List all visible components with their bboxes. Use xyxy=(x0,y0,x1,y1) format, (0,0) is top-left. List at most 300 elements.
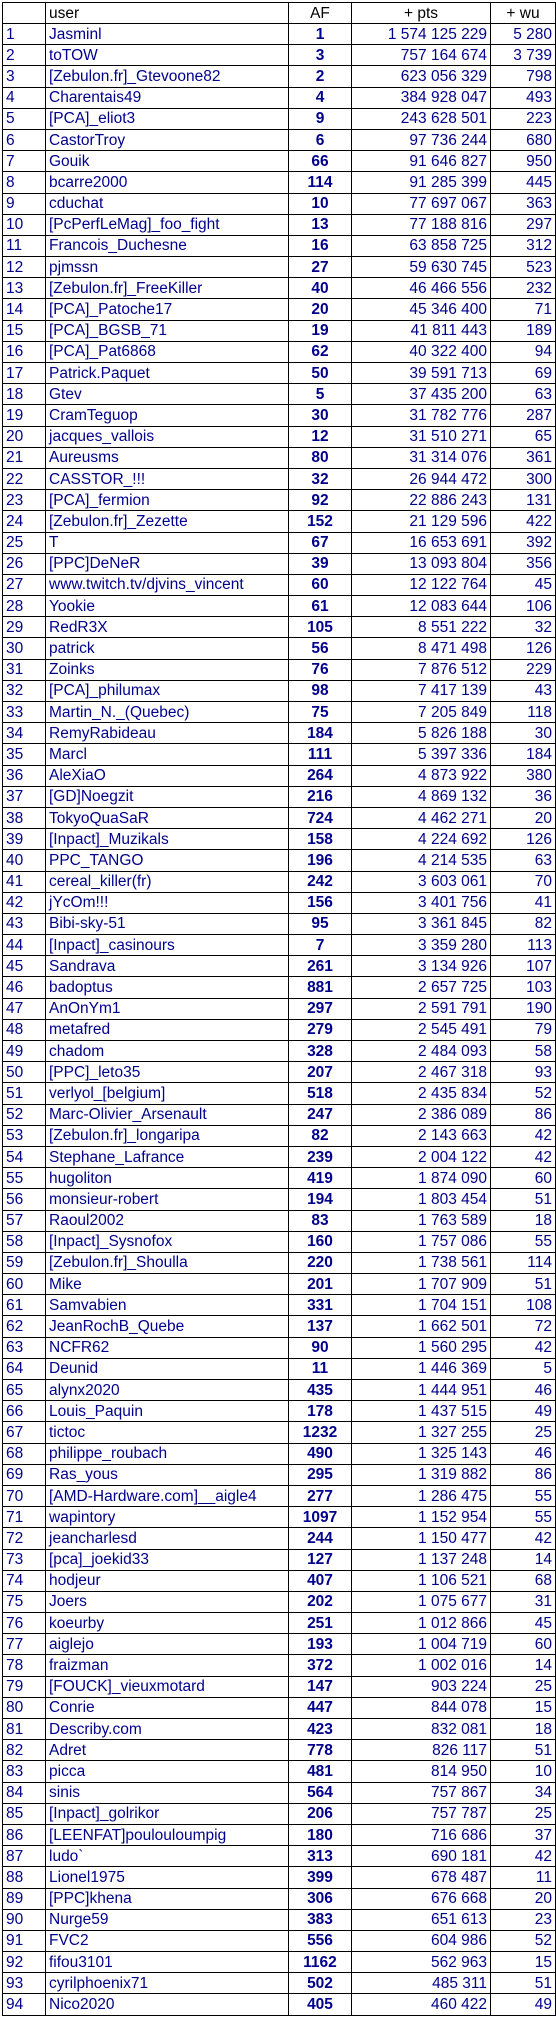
af-cell: 881 xyxy=(289,977,352,998)
af-cell: 4 xyxy=(289,87,352,108)
wu-cell: 363 xyxy=(491,193,556,214)
af-cell: 244 xyxy=(289,1528,352,1549)
user-cell: Mike xyxy=(46,1274,289,1295)
af-cell: 83 xyxy=(289,1210,352,1231)
table-row xyxy=(3,66,556,87)
points-cell: 59 630 745 xyxy=(352,257,491,278)
af-cell: 279 xyxy=(289,1019,352,1040)
rank-cell: 80 xyxy=(3,1697,46,1718)
points-cell: 1 004 719 xyxy=(352,1634,491,1655)
wu-cell: 11 xyxy=(491,1867,556,1888)
points-cell: 1 150 477 xyxy=(352,1528,491,1549)
af-cell: 383 xyxy=(289,1909,352,1930)
rank-cell: 18 xyxy=(3,384,46,405)
af-cell: 1232 xyxy=(289,1422,352,1443)
table-row xyxy=(3,1274,556,1295)
user-cell: [Inpact]_golrikor xyxy=(46,1803,289,1824)
wu-cell: 51 xyxy=(491,1274,556,1295)
table-row xyxy=(3,765,556,786)
wu-cell: 51 xyxy=(491,1740,556,1761)
rank-cell: 35 xyxy=(3,744,46,765)
points-cell: 3 361 845 xyxy=(352,913,491,934)
user-cell: cyrilphoenix71 xyxy=(46,1973,289,1994)
points-cell: 45 346 400 xyxy=(352,299,491,320)
af-cell: 490 xyxy=(289,1443,352,1464)
table-row xyxy=(3,1867,556,1888)
table-row xyxy=(3,871,556,892)
wu-cell: 52 xyxy=(491,1083,556,1104)
user-cell: FVC2 xyxy=(46,1930,289,1951)
user-cell: hugoliton xyxy=(46,1168,289,1189)
af-cell: 95 xyxy=(289,913,352,934)
user-cell: alynx2020 xyxy=(46,1380,289,1401)
af-cell: 2 xyxy=(289,66,352,87)
user-cell: Raoul2002 xyxy=(46,1210,289,1231)
af-cell: 152 xyxy=(289,511,352,532)
table-row xyxy=(3,1189,556,1210)
points-cell: 16 653 691 xyxy=(352,532,491,553)
user-cell: [AMD-Hardware.com]__aigle4 xyxy=(46,1485,289,1506)
table-row xyxy=(3,1570,556,1591)
af-cell: 40 xyxy=(289,278,352,299)
points-cell: 91 285 399 xyxy=(352,172,491,193)
af-cell: 481 xyxy=(289,1761,352,1782)
rank-cell: 16 xyxy=(3,341,46,362)
user-cell: T xyxy=(46,532,289,553)
points-header: + pts xyxy=(352,3,491,24)
table-row xyxy=(3,490,556,511)
user-cell: chadom xyxy=(46,1041,289,1062)
table-row xyxy=(3,1803,556,1824)
wu-cell: 297 xyxy=(491,214,556,235)
points-cell: 22 886 243 xyxy=(352,490,491,511)
points-cell: 4 462 271 xyxy=(352,807,491,828)
user-cell: Adret xyxy=(46,1740,289,1761)
user-cell: [PCA]_fermion xyxy=(46,490,289,511)
points-cell: 4 214 535 xyxy=(352,850,491,871)
table-row xyxy=(3,977,556,998)
table-row xyxy=(3,1083,556,1104)
rank-cell: 92 xyxy=(3,1952,46,1973)
wu-cell: 71 xyxy=(491,299,556,320)
wu-cell: 361 xyxy=(491,447,556,468)
wu-cell: 103 xyxy=(491,977,556,998)
table-row xyxy=(3,299,556,320)
af-cell: 67 xyxy=(289,532,352,553)
user-cell: AnOnYm1 xyxy=(46,998,289,1019)
user-cell: RedR3X xyxy=(46,617,289,638)
af-cell: 111 xyxy=(289,744,352,765)
table-row xyxy=(3,1252,556,1273)
points-cell: 826 117 xyxy=(352,1740,491,1761)
rank-cell: 5 xyxy=(3,108,46,129)
wu-cell: 232 xyxy=(491,278,556,299)
af-cell: 114 xyxy=(289,172,352,193)
wu-cell: 312 xyxy=(491,235,556,256)
af-cell: 196 xyxy=(289,850,352,871)
wu-cell: 107 xyxy=(491,956,556,977)
points-cell: 7 876 512 xyxy=(352,659,491,680)
wu-cell: 422 xyxy=(491,511,556,532)
table-row xyxy=(3,1888,556,1909)
table-row xyxy=(3,447,556,468)
rank-cell: 15 xyxy=(3,320,46,341)
points-cell: 485 311 xyxy=(352,1973,491,1994)
points-cell: 1 437 515 xyxy=(352,1401,491,1422)
user-cell: Conrie xyxy=(46,1697,289,1718)
points-cell: 1 560 295 xyxy=(352,1337,491,1358)
table-row xyxy=(3,1740,556,1761)
rank-cell: 52 xyxy=(3,1104,46,1125)
points-cell: 2 435 834 xyxy=(352,1083,491,1104)
wu-cell: 42 xyxy=(491,1146,556,1167)
user-cell: bcarre2000 xyxy=(46,172,289,193)
rank-cell: 39 xyxy=(3,829,46,850)
user-cell: Deunid xyxy=(46,1358,289,1379)
points-cell: 77 188 816 xyxy=(352,214,491,235)
user-cell: pjmssn xyxy=(46,257,289,278)
wu-cell: 68 xyxy=(491,1570,556,1591)
af-cell: 12 xyxy=(289,426,352,447)
af-cell: 82 xyxy=(289,1125,352,1146)
af-cell: 158 xyxy=(289,829,352,850)
rank-cell: 24 xyxy=(3,511,46,532)
wu-cell: 523 xyxy=(491,257,556,278)
points-cell: 3 603 061 xyxy=(352,871,491,892)
rank-cell: 59 xyxy=(3,1252,46,1273)
points-cell: 1 075 677 xyxy=(352,1591,491,1612)
wu-cell: 3 739 xyxy=(491,45,556,66)
wu-cell: 36 xyxy=(491,786,556,807)
user-cell: [PPC]DeNeR xyxy=(46,553,289,574)
rank-cell: 57 xyxy=(3,1210,46,1231)
table-row xyxy=(3,702,556,723)
wu-cell: 20 xyxy=(491,807,556,828)
af-cell: 328 xyxy=(289,1041,352,1062)
wu-cell: 82 xyxy=(491,913,556,934)
table-row xyxy=(3,1930,556,1951)
wu-cell: 55 xyxy=(491,1507,556,1528)
table-row xyxy=(3,1528,556,1549)
points-cell: 4 869 132 xyxy=(352,786,491,807)
rank-cell: 12 xyxy=(3,257,46,278)
points-cell: 3 401 756 xyxy=(352,892,491,913)
rank-cell: 19 xyxy=(3,405,46,426)
rank-cell: 76 xyxy=(3,1613,46,1634)
wu-cell: 49 xyxy=(491,1994,556,2015)
af-cell: 1162 xyxy=(289,1952,352,1973)
user-cell: toTOW xyxy=(46,45,289,66)
wu-cell: 126 xyxy=(491,638,556,659)
wu-cell: 63 xyxy=(491,850,556,871)
af-cell: 277 xyxy=(289,1485,352,1506)
user-cell: Bibi-sky-51 xyxy=(46,913,289,934)
table-row xyxy=(3,617,556,638)
points-cell: 832 081 xyxy=(352,1719,491,1740)
points-cell: 623 056 329 xyxy=(352,66,491,87)
table-row xyxy=(3,1295,556,1316)
wu-cell: 18 xyxy=(491,1719,556,1740)
wu-cell: 42 xyxy=(491,1337,556,1358)
rank-cell: 89 xyxy=(3,1888,46,1909)
af-cell: 407 xyxy=(289,1570,352,1591)
points-cell: 2 386 089 xyxy=(352,1104,491,1125)
wu-cell: 60 xyxy=(491,1168,556,1189)
rank-cell: 13 xyxy=(3,278,46,299)
table-row xyxy=(3,320,556,341)
af-cell: 502 xyxy=(289,1973,352,1994)
table-row xyxy=(3,1909,556,1930)
user-cell: Yookie xyxy=(46,596,289,617)
rank-cell: 2 xyxy=(3,45,46,66)
rank-cell: 33 xyxy=(3,702,46,723)
wu-cell: 23 xyxy=(491,1909,556,1930)
points-cell: 1 325 143 xyxy=(352,1443,491,1464)
points-cell: 13 093 804 xyxy=(352,553,491,574)
rank-cell: 51 xyxy=(3,1083,46,1104)
table-row xyxy=(3,998,556,1019)
rank-cell: 44 xyxy=(3,935,46,956)
user-header: user xyxy=(46,3,289,24)
table-row xyxy=(3,1464,556,1485)
user-cell: fraizman xyxy=(46,1655,289,1676)
table-row xyxy=(3,1952,556,1973)
points-cell: 8 471 498 xyxy=(352,638,491,659)
points-cell: 1 803 454 xyxy=(352,1189,491,1210)
wu-cell: 42 xyxy=(491,1125,556,1146)
user-cell: tictoc xyxy=(46,1422,289,1443)
table-row xyxy=(3,1422,556,1443)
af-cell: 27 xyxy=(289,257,352,278)
user-cell: Nico2020 xyxy=(46,1994,289,2015)
af-cell: 60 xyxy=(289,574,352,595)
table-row xyxy=(3,1485,556,1506)
user-cell: verlyol_[belgium] xyxy=(46,1083,289,1104)
user-cell: PPC_TANGO xyxy=(46,850,289,871)
af-cell: 193 xyxy=(289,1634,352,1655)
user-cell: www.twitch.tv/djvins_vincent xyxy=(46,574,289,595)
table-row xyxy=(3,1210,556,1231)
table-row xyxy=(3,913,556,934)
points-cell: 46 466 556 xyxy=(352,278,491,299)
user-cell: RemyRabideau xyxy=(46,723,289,744)
wu-cell: 86 xyxy=(491,1464,556,1485)
points-cell: 7 417 139 xyxy=(352,680,491,701)
table-row xyxy=(3,596,556,617)
user-cell: NCFR62 xyxy=(46,1337,289,1358)
points-cell: 1 012 866 xyxy=(352,1613,491,1634)
points-cell: 12 122 764 xyxy=(352,574,491,595)
rank-cell: 88 xyxy=(3,1867,46,1888)
wu-cell: 25 xyxy=(491,1422,556,1443)
wu-cell: 46 xyxy=(491,1380,556,1401)
points-cell: 2 484 093 xyxy=(352,1041,491,1062)
af-cell: 30 xyxy=(289,405,352,426)
user-cell: Samvabien xyxy=(46,1295,289,1316)
points-cell: 39 591 713 xyxy=(352,363,491,384)
table-row xyxy=(3,426,556,447)
rank-cell: 49 xyxy=(3,1041,46,1062)
wu-cell: 356 xyxy=(491,553,556,574)
points-cell: 91 646 827 xyxy=(352,151,491,172)
points-cell: 77 697 067 xyxy=(352,193,491,214)
table-row xyxy=(3,574,556,595)
af-cell: 32 xyxy=(289,468,352,489)
user-cell: [FOUCK]_vieuxmotard xyxy=(46,1676,289,1697)
points-cell: 1 707 909 xyxy=(352,1274,491,1295)
points-cell: 63 858 725 xyxy=(352,235,491,256)
user-cell: philippe_roubach xyxy=(46,1443,289,1464)
table-row xyxy=(3,1613,556,1634)
points-cell: 5 397 336 xyxy=(352,744,491,765)
wu-cell: 10 xyxy=(491,1761,556,1782)
rank-cell: 36 xyxy=(3,765,46,786)
wu-cell: 60 xyxy=(491,1634,556,1655)
af-cell: 160 xyxy=(289,1231,352,1252)
af-cell: 239 xyxy=(289,1146,352,1167)
wu-cell: 798 xyxy=(491,66,556,87)
user-cell: aiglejo xyxy=(46,1634,289,1655)
table-row xyxy=(3,1146,556,1167)
wu-cell: 190 xyxy=(491,998,556,1019)
wu-cell: 20 xyxy=(491,1888,556,1909)
wu-cell: 42 xyxy=(491,1528,556,1549)
table-row xyxy=(3,553,556,574)
points-cell: 40 322 400 xyxy=(352,341,491,362)
wu-cell: 34 xyxy=(491,1782,556,1803)
table-row xyxy=(3,659,556,680)
user-cell: monsieur-robert xyxy=(46,1189,289,1210)
table-row xyxy=(3,850,556,871)
wu-cell: 32 xyxy=(491,617,556,638)
wu-cell: 46 xyxy=(491,1443,556,1464)
rank-cell: 20 xyxy=(3,426,46,447)
af-cell: 295 xyxy=(289,1464,352,1485)
rank-cell: 62 xyxy=(3,1316,46,1337)
table-row xyxy=(3,1125,556,1146)
user-cell: jeancharlesd xyxy=(46,1528,289,1549)
table-row xyxy=(3,405,556,426)
table-row xyxy=(3,1697,556,1718)
user-cell: Charentais49 xyxy=(46,87,289,108)
points-cell: 31 510 271 xyxy=(352,426,491,447)
rank-cell: 94 xyxy=(3,1994,46,2015)
points-cell: 1 319 882 xyxy=(352,1464,491,1485)
user-cell: cereal_killer(fr) xyxy=(46,871,289,892)
wu-cell: 18 xyxy=(491,1210,556,1231)
rank-cell: 46 xyxy=(3,977,46,998)
rank-cell: 26 xyxy=(3,553,46,574)
wu-cell: 392 xyxy=(491,532,556,553)
wu-cell: 25 xyxy=(491,1803,556,1824)
wu-cell: 118 xyxy=(491,702,556,723)
wu-cell: 5 280 xyxy=(491,24,556,45)
table-row xyxy=(3,532,556,553)
af-cell: 75 xyxy=(289,702,352,723)
rank-cell: 83 xyxy=(3,1761,46,1782)
wu-cell: 113 xyxy=(491,935,556,956)
wu-cell: 14 xyxy=(491,1549,556,1570)
wu-cell: 70 xyxy=(491,871,556,892)
wu-cell: 79 xyxy=(491,1019,556,1040)
user-cell: [PCA]_Pat6868 xyxy=(46,341,289,362)
rank-cell: 7 xyxy=(3,151,46,172)
user-cell: badoptus xyxy=(46,977,289,998)
points-cell: 757 164 674 xyxy=(352,45,491,66)
table-row xyxy=(3,468,556,489)
af-cell: 178 xyxy=(289,1401,352,1422)
user-cell: picca xyxy=(46,1761,289,1782)
user-cell: jacques_vallois xyxy=(46,426,289,447)
wu-header: + wu xyxy=(491,3,556,24)
rank-cell: 55 xyxy=(3,1168,46,1189)
points-cell: 716 686 xyxy=(352,1824,491,1845)
points-cell: 1 704 151 xyxy=(352,1295,491,1316)
points-cell: 1 446 369 xyxy=(352,1358,491,1379)
table-row xyxy=(3,956,556,977)
rank-cell: 10 xyxy=(3,214,46,235)
table-row xyxy=(3,1782,556,1803)
user-cell: TokyoQuaSaR xyxy=(46,807,289,828)
user-cell: [LEENFAT]poulouloumpig xyxy=(46,1824,289,1845)
user-cell: [Zebulon.fr]_FreeKiller xyxy=(46,278,289,299)
wu-cell: 63 xyxy=(491,384,556,405)
rank-cell: 78 xyxy=(3,1655,46,1676)
points-cell: 41 811 443 xyxy=(352,320,491,341)
points-cell: 814 950 xyxy=(352,1761,491,1782)
user-cell: [PPC]khena xyxy=(46,1888,289,1909)
af-cell: 207 xyxy=(289,1062,352,1083)
wu-cell: 65 xyxy=(491,426,556,447)
points-cell: 678 487 xyxy=(352,1867,491,1888)
user-cell: Describy.com xyxy=(46,1719,289,1740)
table-row xyxy=(3,257,556,278)
wu-cell: 114 xyxy=(491,1252,556,1273)
points-cell: 1 738 561 xyxy=(352,1252,491,1273)
af-cell: 435 xyxy=(289,1380,352,1401)
af-cell: 127 xyxy=(289,1549,352,1570)
points-cell: 1 763 589 xyxy=(352,1210,491,1231)
points-cell: 2 467 318 xyxy=(352,1062,491,1083)
rank-cell: 30 xyxy=(3,638,46,659)
wu-cell: 493 xyxy=(491,87,556,108)
wu-cell: 72 xyxy=(491,1316,556,1337)
af-cell: 92 xyxy=(289,490,352,511)
af-cell: 9 xyxy=(289,108,352,129)
wu-cell: 30 xyxy=(491,723,556,744)
user-cell: Stephane_Lafrance xyxy=(46,1146,289,1167)
user-cell: [Zebulon.fr]_Shoulla xyxy=(46,1252,289,1273)
points-cell: 4 224 692 xyxy=(352,829,491,850)
af-cell: 156 xyxy=(289,892,352,913)
table-row xyxy=(3,744,556,765)
wu-cell: 380 xyxy=(491,765,556,786)
wu-cell: 43 xyxy=(491,680,556,701)
af-cell: 206 xyxy=(289,1803,352,1824)
wu-cell: 31 xyxy=(491,1591,556,1612)
wu-cell: 69 xyxy=(491,363,556,384)
rank-cell: 28 xyxy=(3,596,46,617)
rank-cell: 37 xyxy=(3,786,46,807)
points-cell: 97 736 244 xyxy=(352,129,491,150)
table-row xyxy=(3,151,556,172)
points-cell: 1 137 248 xyxy=(352,1549,491,1570)
rank-cell: 64 xyxy=(3,1358,46,1379)
points-cell: 3 134 926 xyxy=(352,956,491,977)
table-row xyxy=(3,363,556,384)
table-row xyxy=(3,87,556,108)
user-cell: AleXiaO xyxy=(46,765,289,786)
